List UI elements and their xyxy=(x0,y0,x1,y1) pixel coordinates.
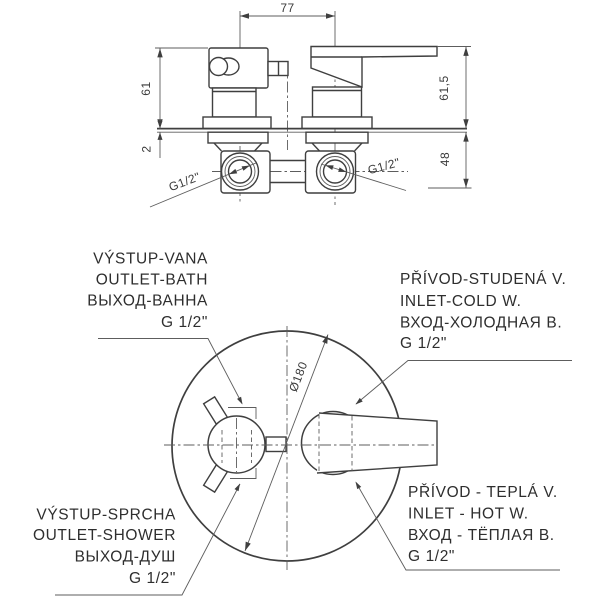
lever-and-pivot xyxy=(311,47,437,88)
label-inlet-cold-en: INLET-COLD W. xyxy=(400,293,522,310)
dim-48-value: 48 xyxy=(438,151,452,167)
label-outlet-shower-en: OUTLET-SHOWER xyxy=(32,527,176,544)
escutcheon-right xyxy=(306,132,368,143)
label-outlet-bath-cz: VÝSTUP-VANA xyxy=(93,250,208,268)
label-outlet-bath xyxy=(87,251,208,332)
diverter-unit-side xyxy=(203,48,288,129)
label-inlet-cold-cz: PŘÍVOD-STUDENÁ V. xyxy=(400,271,567,288)
union-left-outer xyxy=(222,153,259,190)
label-outlet-shower-ru: ВЫХОД-ДУШ xyxy=(74,548,176,566)
top-elevation-view xyxy=(139,1,472,207)
connector-stub xyxy=(266,437,286,452)
wall-connections xyxy=(208,132,368,193)
leader-inlet-cold xyxy=(356,361,572,405)
escutcheon-left xyxy=(208,132,268,143)
diverter-neck xyxy=(213,88,257,117)
diameter-value: Ø180 xyxy=(286,359,311,394)
dim-77-value: 77 xyxy=(280,1,295,15)
mixer-unit-side xyxy=(302,47,437,129)
label-outlet-shower xyxy=(33,507,176,588)
dim-61-5-value: 61,5 xyxy=(437,75,451,101)
label-inlet-hot-thread: G 1/2" xyxy=(408,548,456,565)
label-inlet-hot-cz: PŘÍVOD - TEPLÁ V. xyxy=(408,484,558,501)
label-inlet-cold-thread: G 1/2" xyxy=(400,335,448,352)
dimension-61-5 xyxy=(437,47,471,129)
leader-outlet-bath xyxy=(98,339,242,404)
thread-left-value: G1/2" xyxy=(166,169,203,195)
union-right-outer xyxy=(317,153,354,190)
label-inlet-hot-en: INLET - HOT W. xyxy=(408,505,529,523)
label-inlet-cold xyxy=(400,271,566,352)
label-outlet-shower-thread: G 1/2" xyxy=(128,570,176,587)
thread-right-value: G1/2" xyxy=(366,155,402,178)
mixer-cylinder xyxy=(313,87,362,117)
label-inlet-hot-ru: ВХОД - ТЁПЛАЯ В. xyxy=(408,527,555,544)
dimension-2 xyxy=(140,119,163,158)
dimension-48 xyxy=(428,132,472,188)
diverter-flange xyxy=(203,117,271,129)
label-inlet-hot xyxy=(408,484,558,565)
front-circular-view xyxy=(33,251,572,596)
dim-61-value: 61 xyxy=(139,81,153,96)
diverter-knob xyxy=(210,58,228,76)
dimension-77 xyxy=(240,1,335,19)
label-outlet-bath-thread: G 1/2" xyxy=(160,314,208,331)
label-outlet-bath-en: OUTLET-BATH xyxy=(95,271,208,289)
label-outlet-bath-ru: ВЫХОД-ВАННА xyxy=(87,292,208,310)
dim-2-value: 2 xyxy=(139,145,154,153)
label-outlet-shower-cz: VÝSTUP-SPRCHA xyxy=(36,506,176,524)
mixer-flange xyxy=(302,117,372,129)
label-inlet-cold-ru: ВХОД-ХОЛОДНАЯ В. xyxy=(400,314,563,332)
dimension-61 xyxy=(139,48,208,129)
diverter-knob-front xyxy=(204,397,286,492)
lever-front xyxy=(302,412,438,475)
